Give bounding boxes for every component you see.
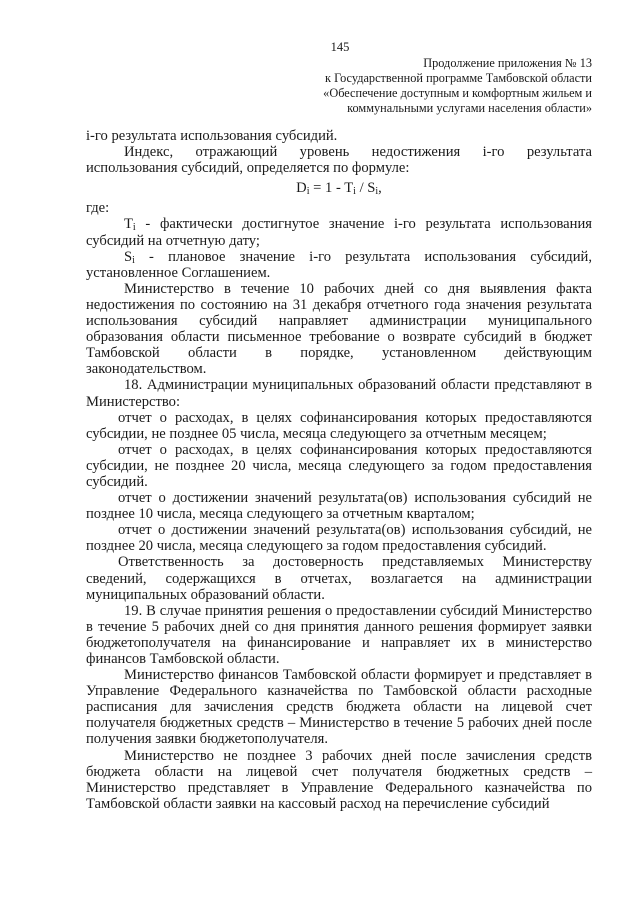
paragraph-minfin: Министерство финансов Тамбовской области формирует и представляет в Управление Федерального казначейства по Тамбовской области расходные расписания для зачисления средств бюджета области на лицевой счет получателя бюджетных средств – Министерство в течение 5 рабочих дней после получения заявки бюджетополучателя. — [86, 667, 592, 748]
page-number: 145 — [330, 40, 350, 54]
paragraph-19: 19. В случае принятия решения о предоставлении субсидий Министерство в течение 5 рабочих дней со дня принятия данного решения формирует заявки бюджетополучателя на финансирование и направляет их в министерство финансов Тамбовской области. — [86, 602, 592, 667]
paragraph-18: 18. Администрации муниципальных образований области представляют в Министерство: — [86, 377, 592, 410]
document-body — [86, 128, 592, 812]
paragraph-last: Министерство не позднее 3 рабочих дней после зачисления средств бюджета области на лицевой счет получателя бюджетных средств – Министерство представляет в Управление Федерального казначейства по Тамбовской области заявки на кассовый расход на перечисление субсидий — [86, 747, 592, 812]
paragraph-where: где: — [86, 200, 110, 217]
paragraph-ministry-demand: Министерство в течение 10 рабочих дней со дня выявления факта недостижения по состоянию на 31 декабря отчетного года значения результата использования субсидий направляет администрации муниципального образования области письменное требование о возврате субсидий в бюджет Тамбовской области в порядке, установленном действующим законодательством. — [86, 280, 592, 378]
paragraph-responsibility: Ответственность за достоверность представляемых Министерству сведений, содержащихся в отчетах, возлагается на администрации муниципальных образований области. — [86, 554, 592, 603]
paragraph-ti: $T_i$ - фактически достигнутое значение i-го результата использования субсидий на отчетную дату; — [86, 216, 592, 249]
report-item-1: отчет о расходах, в целях софинансирования которых предоставляются субсидии, не позднее 05 числа, месяца следующего за отчетным месяцем; — [86, 409, 592, 442]
paragraph-continuation: i-го результата использования субсидий. — [86, 128, 338, 144]
header-line-3: «Обеспечение доступным и комфортным жильем и — [323, 86, 592, 100]
header-line-2: к Государственной программе Тамбовской области — [325, 71, 592, 85]
paragraph-si: $S_i$ - плановое значение i-го результата использования субсидий, установленное Соглашением. — [86, 248, 592, 281]
appendix-header — [262, 56, 592, 116]
report-item-3: отчет о достижении значений результата(ов) использования субсидий не позднее 10 числа, месяца следующего за отчетным кварталом; — [86, 490, 592, 523]
header-line-1: Продолжение приложения № 13 — [423, 56, 592, 70]
formula: $D_i = 1 - T_i / S_i$, — [296, 180, 382, 198]
report-item-4: отчет о достижении значений результата(ов) использования субсидий, не позднее 20 числа, месяца следующего за годом предоставления субсидий. — [86, 522, 592, 555]
header-line-4: коммунальными услугами населения области» — [347, 101, 592, 115]
report-item-2: отчет о расходах, в целях софинансирования которых предоставляются субсидии, не позднее 20 числа, месяца следующего за годом предоставления субсидий. — [86, 441, 592, 490]
paragraph-index-definition: Индекс, отражающий уровень недостижения i-го результата использования субсидий, определяется по формуле: — [86, 144, 592, 177]
